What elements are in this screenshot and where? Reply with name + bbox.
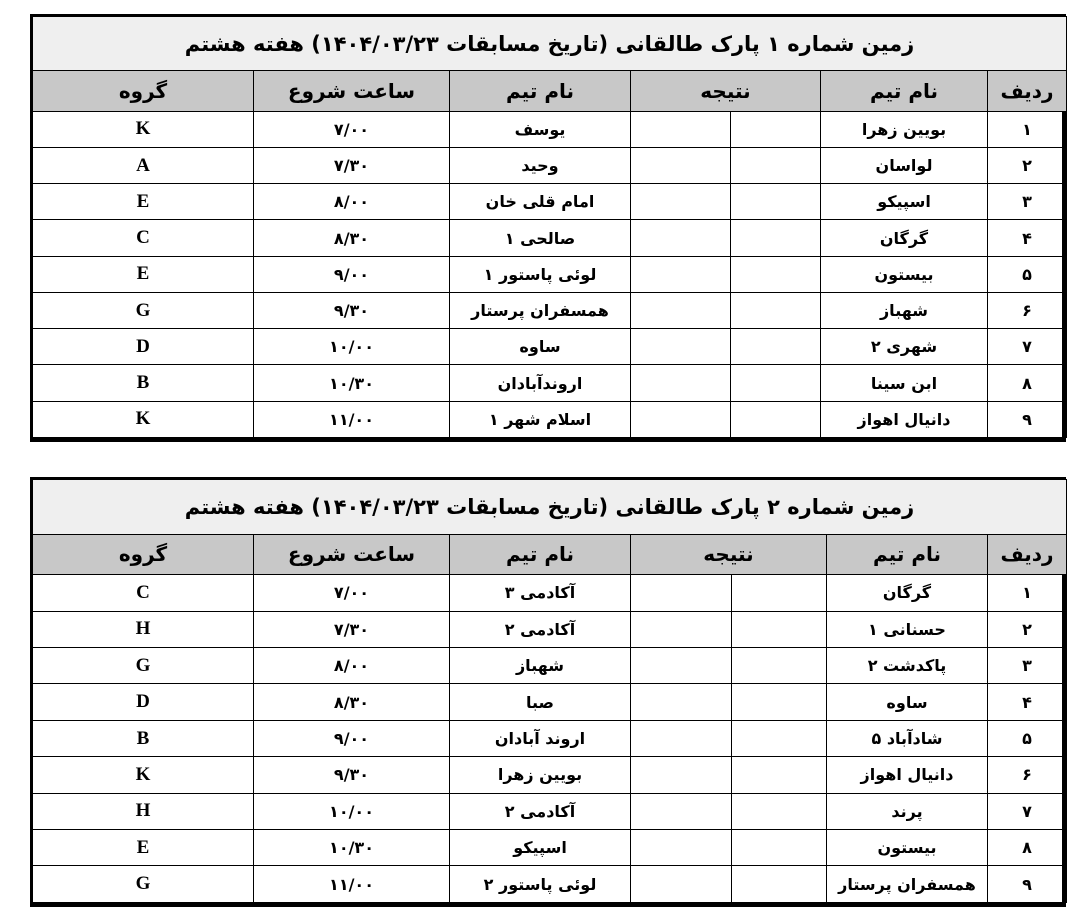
team-b-name: همسفران پرستار: [450, 292, 631, 328]
table-row: [33, 292, 1067, 328]
row-number: ۲: [988, 611, 1067, 647]
start-time: ۸/۰۰: [254, 184, 450, 220]
team-a-name: بیستون: [827, 830, 988, 866]
table-row: [33, 329, 1067, 365]
result-cell-team-b: [631, 292, 731, 328]
result-cell-team-b: [631, 647, 732, 683]
row-number: ۳: [988, 184, 1067, 220]
header-start-time: ساعت شروع: [254, 534, 450, 574]
team-a-name: ابن سینا: [821, 365, 988, 401]
table-title-row: [33, 480, 1067, 535]
team-a-name: گرگان: [827, 575, 988, 611]
table-row: [33, 611, 1067, 647]
start-time: ۸/۳۰: [254, 220, 450, 256]
table-title: زمین شماره ۲ پارک طالقانی (تاریخ مسابقات ۱۴۰۴/۰۳/۲۳) هفته هشتم: [33, 480, 1067, 535]
team-a-name: گرگان: [821, 220, 988, 256]
group-label: H: [33, 793, 254, 829]
start-time: ۷/۰۰: [254, 111, 450, 147]
team-a-name: شهباز: [821, 292, 988, 328]
team-b-name: اسلام شهر ۱: [450, 401, 631, 437]
group-label: G: [33, 866, 254, 903]
start-time: ۷/۳۰: [254, 147, 450, 183]
group-label: E: [33, 830, 254, 866]
team-b-name: صبا: [450, 684, 631, 720]
start-time: ۹/۰۰: [254, 256, 450, 292]
start-time: ۱۰/۳۰: [254, 365, 450, 401]
header-team-b: نام تیم: [450, 71, 631, 111]
group-label: E: [33, 256, 254, 292]
result-cell-team-a: [731, 184, 821, 220]
group-label: E: [33, 184, 254, 220]
team-a-name: شادآباد ۵: [827, 720, 988, 756]
result-cell-team-a: [732, 720, 827, 756]
team-a-name: ساوه: [827, 684, 988, 720]
result-cell-team-a: [732, 647, 827, 683]
result-cell-team-a: [732, 684, 827, 720]
result-cell-team-b: [631, 866, 732, 903]
table-header-row: [33, 71, 1067, 111]
team-b-name: آکادمی ۳: [450, 575, 631, 611]
row-number: ۸: [988, 365, 1067, 401]
table-row: [33, 147, 1067, 183]
team-a-name: همسفران پرستار: [827, 866, 988, 903]
table-row: [33, 866, 1067, 903]
result-cell-team-b: [631, 220, 731, 256]
group-label: H: [33, 611, 254, 647]
result-cell-team-a: [731, 220, 821, 256]
team-b-name: لوئی پاستور ۲: [450, 866, 631, 903]
team-b-name: اروند آبادان: [450, 720, 631, 756]
result-cell-team-a: [731, 147, 821, 183]
header-row-number: ردیف: [988, 534, 1067, 574]
team-b-name: آکادمی ۲: [450, 793, 631, 829]
start-time: ۱۱/۰۰: [254, 866, 450, 903]
team-b-name: شهباز: [450, 647, 631, 683]
table-header-row: [33, 534, 1067, 574]
row-number: ۴: [988, 220, 1067, 256]
header-group: گروه: [33, 71, 254, 111]
result-cell-team-a: [731, 329, 821, 365]
group-label: G: [33, 647, 254, 683]
result-cell-team-a: [732, 793, 827, 829]
team-a-name: دانیال اهواز: [827, 757, 988, 793]
result-cell-team-b: [631, 147, 731, 183]
result-cell-team-a: [731, 292, 821, 328]
group-label: K: [33, 757, 254, 793]
team-a-name: حسنانی ۱: [827, 611, 988, 647]
team-a-name: اسپیکو: [821, 184, 988, 220]
table-row: [33, 793, 1067, 829]
row-number: ۶: [988, 292, 1067, 328]
table-row: [33, 401, 1067, 437]
header-start-time: ساعت شروع: [254, 71, 450, 111]
team-a-name: لواسان: [821, 147, 988, 183]
row-number: ۴: [988, 684, 1067, 720]
team-b-name: وحید: [450, 147, 631, 183]
result-cell-team-a: [731, 365, 821, 401]
start-time: ۹/۰۰: [254, 720, 450, 756]
team-b-name: بویین زهرا: [450, 757, 631, 793]
result-cell-team-a: [731, 111, 821, 147]
start-time: ۱۰/۳۰: [254, 830, 450, 866]
team-b-name: آکادمی ۲: [450, 611, 631, 647]
header-row-number: ردیف: [988, 71, 1067, 111]
header-team-a: نام تیم: [821, 71, 988, 111]
table-row: [33, 256, 1067, 292]
result-cell-team-b: [631, 401, 731, 437]
row-number: ۱: [988, 575, 1067, 611]
row-number: ۹: [988, 866, 1067, 903]
result-cell-team-b: [631, 757, 732, 793]
result-cell-team-b: [631, 793, 732, 829]
schedule-table-field-1: [30, 14, 1066, 442]
start-time: ۸/۰۰: [254, 647, 450, 683]
result-cell-team-a: [731, 401, 821, 437]
table-row: [33, 684, 1067, 720]
table-row: [33, 111, 1067, 147]
header-team-a: نام تیم: [827, 534, 988, 574]
table-row: [33, 184, 1067, 220]
start-time: ۱۰/۰۰: [254, 793, 450, 829]
table-row: [33, 575, 1067, 611]
schedule-table-field-2: [30, 477, 1066, 907]
result-cell-team-b: [631, 184, 731, 220]
team-b-name: اسپیکو: [450, 830, 631, 866]
row-number: ۶: [988, 757, 1067, 793]
header-team-b: نام تیم: [450, 534, 631, 574]
result-cell-team-a: [732, 611, 827, 647]
team-a-name: دانیال اهواز: [821, 401, 988, 437]
result-cell-team-a: [731, 256, 821, 292]
result-cell-team-b: [631, 684, 732, 720]
team-a-name: بویین زهرا: [821, 111, 988, 147]
group-label: K: [33, 111, 254, 147]
start-time: ۹/۳۰: [254, 292, 450, 328]
table-title: زمین شماره ۱ پارک طالقانی (تاریخ مسابقات ۱۴۰۴/۰۳/۲۳) هفته هشتم: [33, 17, 1067, 71]
row-number: ۷: [988, 329, 1067, 365]
result-cell-team-b: [631, 329, 731, 365]
result-cell-team-b: [631, 830, 732, 866]
table-row: [33, 647, 1067, 683]
team-a-name: شهری ۲: [821, 329, 988, 365]
start-time: ۷/۰۰: [254, 575, 450, 611]
group-label: G: [33, 292, 254, 328]
result-cell-team-a: [732, 830, 827, 866]
table-row: [33, 720, 1067, 756]
group-label: C: [33, 575, 254, 611]
start-time: ۹/۳۰: [254, 757, 450, 793]
result-cell-team-b: [631, 720, 732, 756]
row-number: ۲: [988, 147, 1067, 183]
group-label: K: [33, 401, 254, 437]
group-label: D: [33, 684, 254, 720]
team-b-name: لوئی پاستور ۱: [450, 256, 631, 292]
group-label: B: [33, 365, 254, 401]
team-b-name: ساوه: [450, 329, 631, 365]
table-row: [33, 757, 1067, 793]
row-number: ۵: [988, 720, 1067, 756]
team-a-name: بیستون: [821, 256, 988, 292]
result-cell-team-b: [631, 611, 732, 647]
table-title-row: [33, 17, 1067, 71]
row-number: ۱: [988, 111, 1067, 147]
start-time: ۷/۳۰: [254, 611, 450, 647]
group-label: A: [33, 147, 254, 183]
row-number: ۷: [988, 793, 1067, 829]
table-row: [33, 830, 1067, 866]
result-cell-team-a: [732, 866, 827, 903]
table-row: [33, 365, 1067, 401]
result-cell-team-a: [732, 575, 827, 611]
header-result: نتیجه: [631, 534, 827, 574]
row-number: ۵: [988, 256, 1067, 292]
header-result: نتیجه: [631, 71, 821, 111]
header-group: گروه: [33, 534, 254, 574]
start-time: ۱۱/۰۰: [254, 401, 450, 437]
team-b-name: اروندآبادان: [450, 365, 631, 401]
table-row: [33, 220, 1067, 256]
result-cell-team-b: [631, 111, 731, 147]
team-a-name: پرند: [827, 793, 988, 829]
group-label: B: [33, 720, 254, 756]
team-b-name: یوسف: [450, 111, 631, 147]
result-cell-team-b: [631, 365, 731, 401]
row-number: ۹: [988, 401, 1067, 437]
team-a-name: پاکدشت ۲: [827, 647, 988, 683]
result-cell-team-b: [631, 575, 732, 611]
team-b-name: صالحی ۱: [450, 220, 631, 256]
group-label: C: [33, 220, 254, 256]
row-number: ۸: [988, 830, 1067, 866]
group-label: D: [33, 329, 254, 365]
start-time: ۱۰/۰۰: [254, 329, 450, 365]
team-b-name: امام قلی خان: [450, 184, 631, 220]
row-number: ۳: [988, 647, 1067, 683]
start-time: ۸/۳۰: [254, 684, 450, 720]
result-cell-team-b: [631, 256, 731, 292]
result-cell-team-a: [732, 757, 827, 793]
